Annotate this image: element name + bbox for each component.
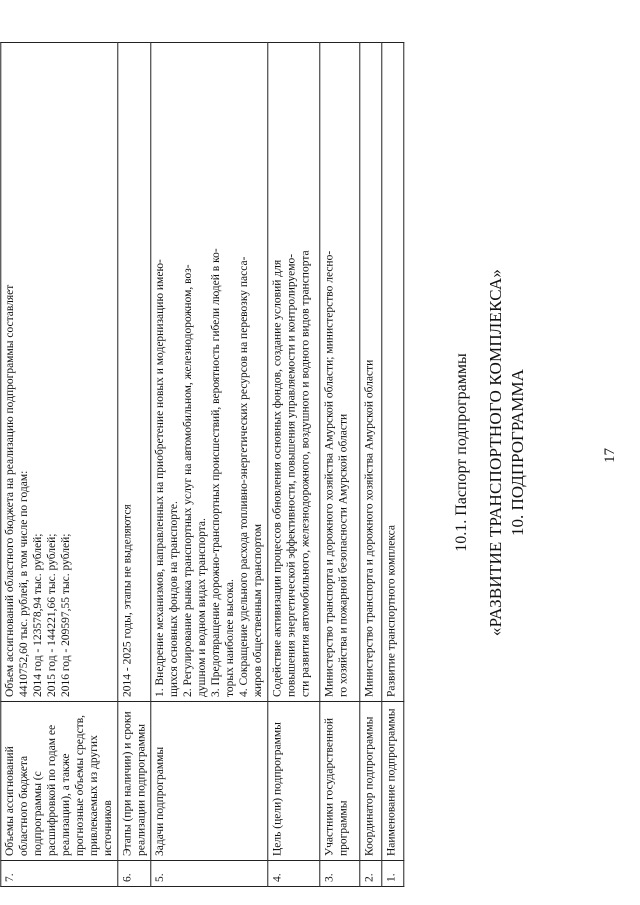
table-row — [118, 43, 151, 887]
value-line: 2016 год - 209597,55 тыс. рублей; — [60, 533, 73, 697]
row-value — [320, 43, 360, 702]
row-number: 6. — [118, 861, 151, 887]
row-name: Этапы (при наличии) и сроки реализации подпрограммы — [118, 702, 151, 861]
value-line: 3. Предотвращение дорожно-транспортных происшествий, вероятность гибели людей в ко- — [210, 248, 223, 697]
value-line: торых наиболее высока. — [224, 579, 237, 697]
value-line: 4410752,60 тыс. рублей, в том числе по годам: — [18, 470, 31, 697]
row-value — [360, 43, 382, 702]
row-name: Участники государственной программы — [320, 702, 360, 861]
row-name: Координатор подпрограммы — [360, 702, 382, 861]
row-value — [382, 43, 404, 702]
table-row — [268, 43, 320, 887]
row-name: Объемы ассигнований областного бюджета подпрограммы (с расшифровкой по годам ее реализации), а также прогнозные объемы средств, привлекаемых из других источников — [1, 702, 118, 861]
row-value — [1, 43, 118, 702]
table-row — [1, 43, 118, 887]
subprogram-name: «РАЗВИТИЕ ТРАНСПОРТНОГО КОМПЛЕКСА» — [486, 268, 505, 637]
value-line: го хозяйства и пожарной безопасности Амурской области — [337, 413, 350, 697]
table-row — [151, 43, 268, 887]
row-number: 1. — [382, 861, 404, 887]
passport-table — [0, 42, 404, 887]
table-row — [360, 43, 382, 887]
value-line: Министерство транспорта и дорожного хозяйства Амурской области; министерство лесно- — [323, 250, 336, 697]
row-value — [268, 43, 320, 702]
value-line: жиров общественным транспортом — [252, 524, 265, 697]
row-name: Наименование подпрограммы — [382, 702, 404, 861]
row-number: 4. — [268, 861, 320, 887]
value-line: 2014 год - 123578,94 тыс. рублей; — [32, 533, 45, 697]
table-row — [320, 43, 360, 887]
row-number: 2. — [360, 861, 382, 887]
value-line: 2014 - 2025 годы, этапы не выделяются — [121, 504, 134, 697]
value-line: 2. Регулирование рынка транспортных услуг на автомобильном, железнодорожном, воз- — [182, 264, 195, 697]
value-line: щихся основных фондов на транспорте. — [168, 501, 181, 697]
subprogram-title: 10. ПОДПРОГРАММА — [508, 369, 527, 536]
page-number: 17 — [602, 448, 618, 463]
value-line: сти развития автомобильного, железнодорожного, воздушного и водного видов транспорта — [299, 250, 312, 697]
section-title: 10.1. Паспорт подпрограммы — [453, 353, 470, 552]
value-line: Объем ассигнований областного бюджета на реализацию подпрограммы составляет — [4, 284, 16, 697]
row-number: 7. — [1, 861, 118, 887]
row-value — [118, 43, 151, 702]
row-name: Цель (цели) подпрограммы — [268, 702, 320, 861]
row-value — [151, 43, 268, 702]
value-line: Содействие активизации процессов обновления основных фондов, создание условий для — [271, 259, 284, 697]
value-line: повышения энергетической эффективности, повышения управляемости и контролируемо- — [285, 253, 298, 697]
row-name: Задачи подпрограммы — [151, 702, 268, 861]
value-line: 2015 год - 144221,66 тыс. рублей; — [46, 533, 59, 697]
value-line: Развитие транспортного комплекса — [385, 524, 398, 697]
value-line: 4. Сокращение удельного расхода топливно-энергетических ресурсов на перевозку пасса- — [238, 256, 251, 697]
row-number: 5. — [151, 861, 268, 887]
row-number: 3. — [320, 861, 360, 887]
value-line: Министерство транспорта и дорожного хозяйства Амурской области — [363, 359, 376, 697]
value-line: 1. Внедрение механизмов, направленных на приобретение новых и модернизацию имею- — [154, 259, 167, 697]
value-line: душном и водном видах транспорта. — [196, 518, 209, 697]
table-row — [382, 43, 404, 887]
